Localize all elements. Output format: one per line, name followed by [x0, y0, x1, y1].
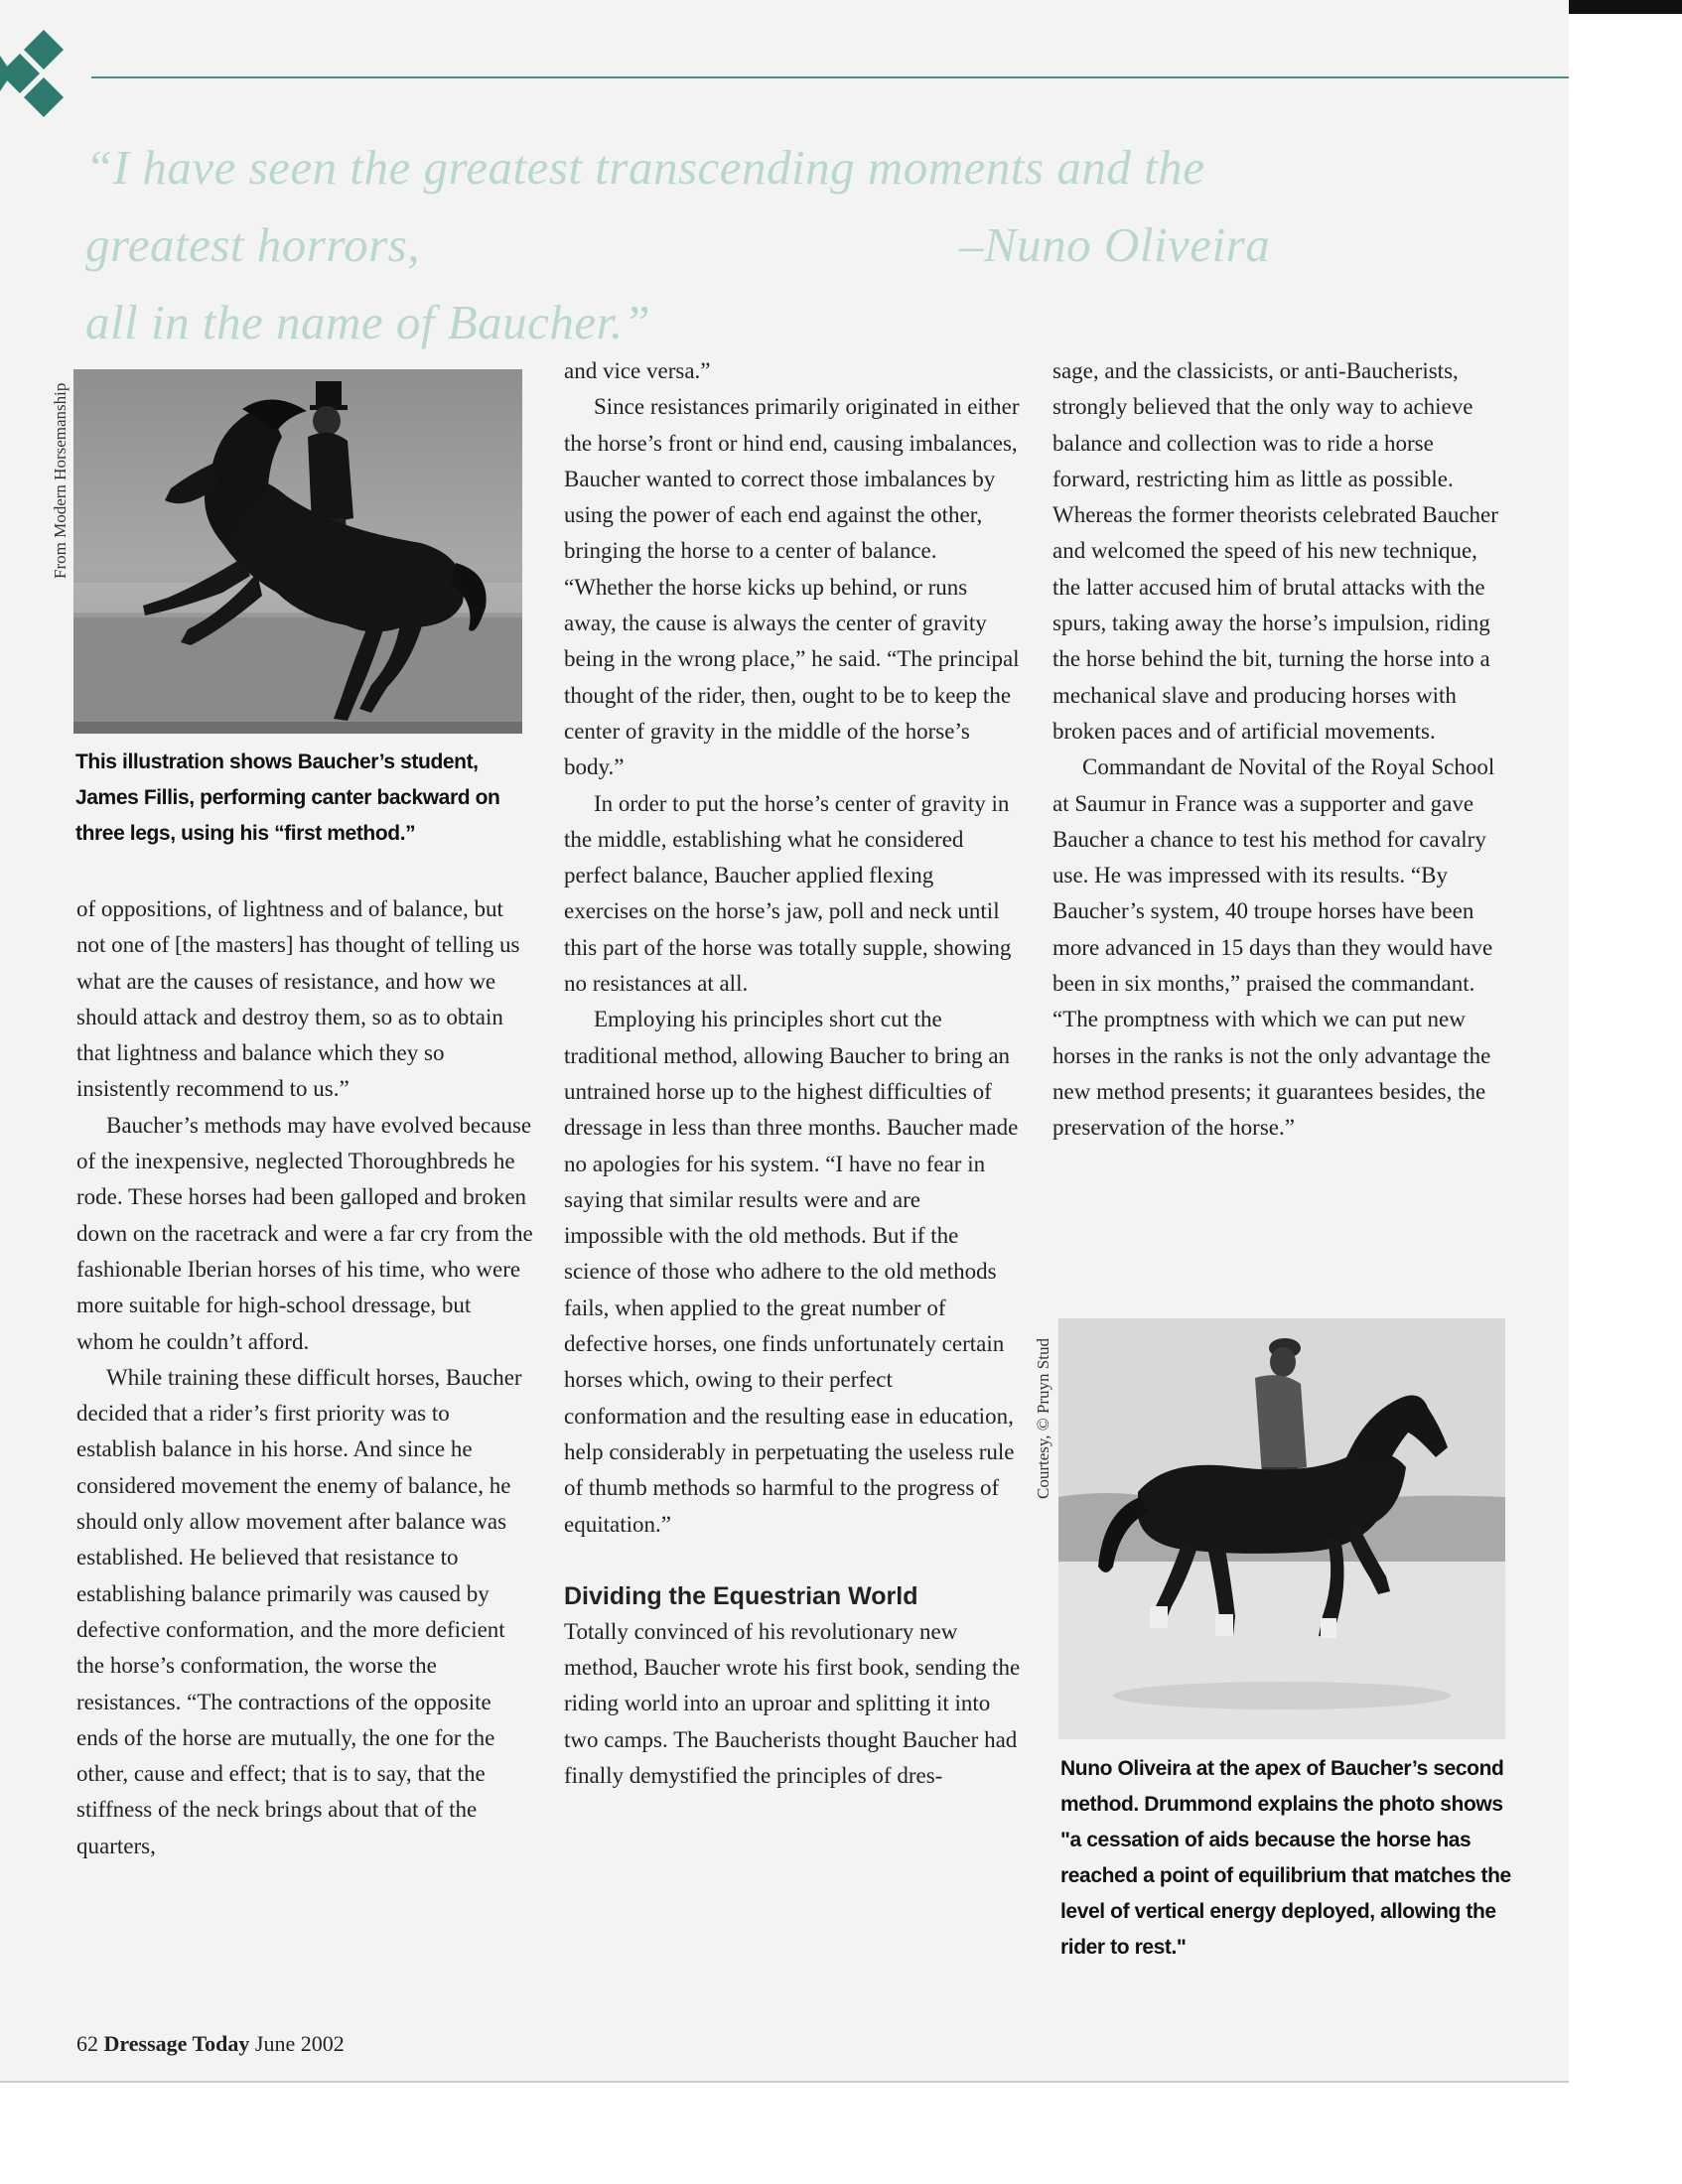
paragraph: In order to put the horse’s center of gravity in the middle, establishing what he considered perfect balance, Baucher applied flexing exercises on the horse’s jaw, poll and neck until this part of the horse was totally supple, showing no resistances at all. — [564, 790, 1012, 997]
scan-edge-mark — [1569, 0, 1682, 14]
fillis-illustration-photo — [73, 369, 522, 734]
issue-date: June 2002 — [254, 2031, 345, 2056]
quote-line-2: all in the name of Baucher.” — [85, 295, 651, 349]
page-number: 62 — [76, 2031, 98, 2056]
paragraph: Totally convinced of his revolutionary new method, Baucher wrote his first book, sending the riding world into an uproar and splitting it into two camps. The Baucherists thought Baucher had finally demystified the principles of dres- — [564, 1618, 1021, 1788]
header-rule — [91, 76, 1569, 78]
diamond-ornament-icon — [0, 26, 91, 135]
article-column-3 — [1052, 353, 1509, 1147]
paragraph: of oppositions, of lightness and of balance, but not one of [the masters] has thought of telling us what are the causes of resistance, and how we should attack and destroy them, so as to obtain that lightness and balance which they so insistently recommend to us.” — [76, 896, 520, 1102]
paragraph: sage, and the classicists, or anti-Baucherists, strongly believed that the only way to achieve balance and collection was to ride a horse forward, restricting him as little as possible. Whereas the former theorists celebrated Baucher and welcomed the speed of his new technique, the latter accused him of brutal attacks with the spurs, taking away the horse’s impulsion, riding the horse behind the bit, turning the horse into a mechanical slave and producing horses with broken paces and of artificial movements. — [1052, 358, 1498, 744]
page-bottom-edge — [0, 2081, 1569, 2083]
scan-margin — [1569, 0, 1682, 2083]
spacer — [564, 1543, 1021, 1567]
section-heading: Dividing the Equestrian World — [564, 1581, 918, 1610]
photo-credit-1: From Modern Horsemanship — [51, 382, 70, 579]
article-column-1 — [76, 891, 533, 1864]
quote-attribution: –Nuno Oliveira — [959, 217, 1271, 272]
pull-quote — [85, 129, 1336, 361]
paragraph: Baucher’s methods may have evolved because of the inexpensive, neglected Thoroughbreds he rode. These horses had been galloped and broken down on the racetrack and were a far cry from the fashionable Iberian horses of his time, who were more suitable for high-school dressage, but whom he couldn’t afford. — [76, 1112, 533, 1354]
photo-caption-2: Nuno Oliveira at the apex of Baucher’s second method. Drummond explains the photo shows "a cessation of aids because the horse has reached a point of equilibrium that matches the level of vertical energy deployed, allowing the rider to rest." — [1060, 1757, 1511, 1959]
paragraph: Employing his principles short cut the traditional method, allowing Baucher to bring an untrained horse up to the highest difficulties of dressage in less than three months. Baucher made no apologies for his system. “I have no fear in saying that similar results were and are impossible with the old methods. But if the science of those who adhere to the old methods fails, when applied to the great number of defective horses, one finds unfortunately certain horses which, owing to their perfect conformation and the resulting ease in education, help considerably in perpetuating the useless rule of thumb methods so harmful to the progress of equitation.” — [564, 1007, 1019, 1537]
paragraph: While training these difficult horses, Baucher decided that a rider’s first priority was to establish balance in his horse. And since he considered movement the enemy of balance, he should only allow movement after balance was established. He believed that resistance to establishing balance primarily was caused by defective conformation, and the more deficient the horse’s conformation, the worse the resistances. “The contractions of the opposite ends of the horse are mutually, the one for the other, cause and effect; that is to say, that the stiffness of the neck brings about that of the quarters, — [76, 1364, 522, 1858]
paragraph: and vice versa.” — [564, 358, 711, 383]
publication-name: Dressage Today — [103, 2031, 250, 2056]
photo-credit-2: Courtesy, © Pruyn Stud — [1034, 1338, 1052, 1499]
page-folio — [76, 2031, 345, 2057]
oliveira-photo — [1058, 1318, 1505, 1739]
paragraph: Since resistances primarily originated in either the horse’s front or hind end, causing imbalances, Baucher wanted to correct those imbalances by using the power of each end against the other, bringing the horse to a center of balance. “Whether the horse kicks up behind, or runs away, the cause is always the center of gravity being in the wrong place,” he said. “The principal thought of the rider, then, ought to be to keep the center of gravity in the middle of the horse’s body.” — [564, 394, 1020, 780]
article-column-2 — [564, 353, 1021, 1794]
paragraph: Commandant de Novital of the Royal School at Saumur in France was a supporter and gave Baucher a chance to test his method for cavalry use. He was impressed with its results. “By Baucher’s system, 40 troupe horses have been more advanced in 15 days than they would have been in six months,” praised the commandant. “The promptness with which we can put new horses in the ranks is not the only advantage the new method presents; it guarantees besides, the preservation of the horse.” — [1052, 754, 1495, 1141]
photo-caption-1: This illustration shows Baucher’s student, James Fillis, performing canter backward on three legs, using his “first method.” — [75, 751, 500, 845]
quote-line-1: “I have seen the greatest transcending moments and the greatest horrors, — [85, 140, 1205, 272]
